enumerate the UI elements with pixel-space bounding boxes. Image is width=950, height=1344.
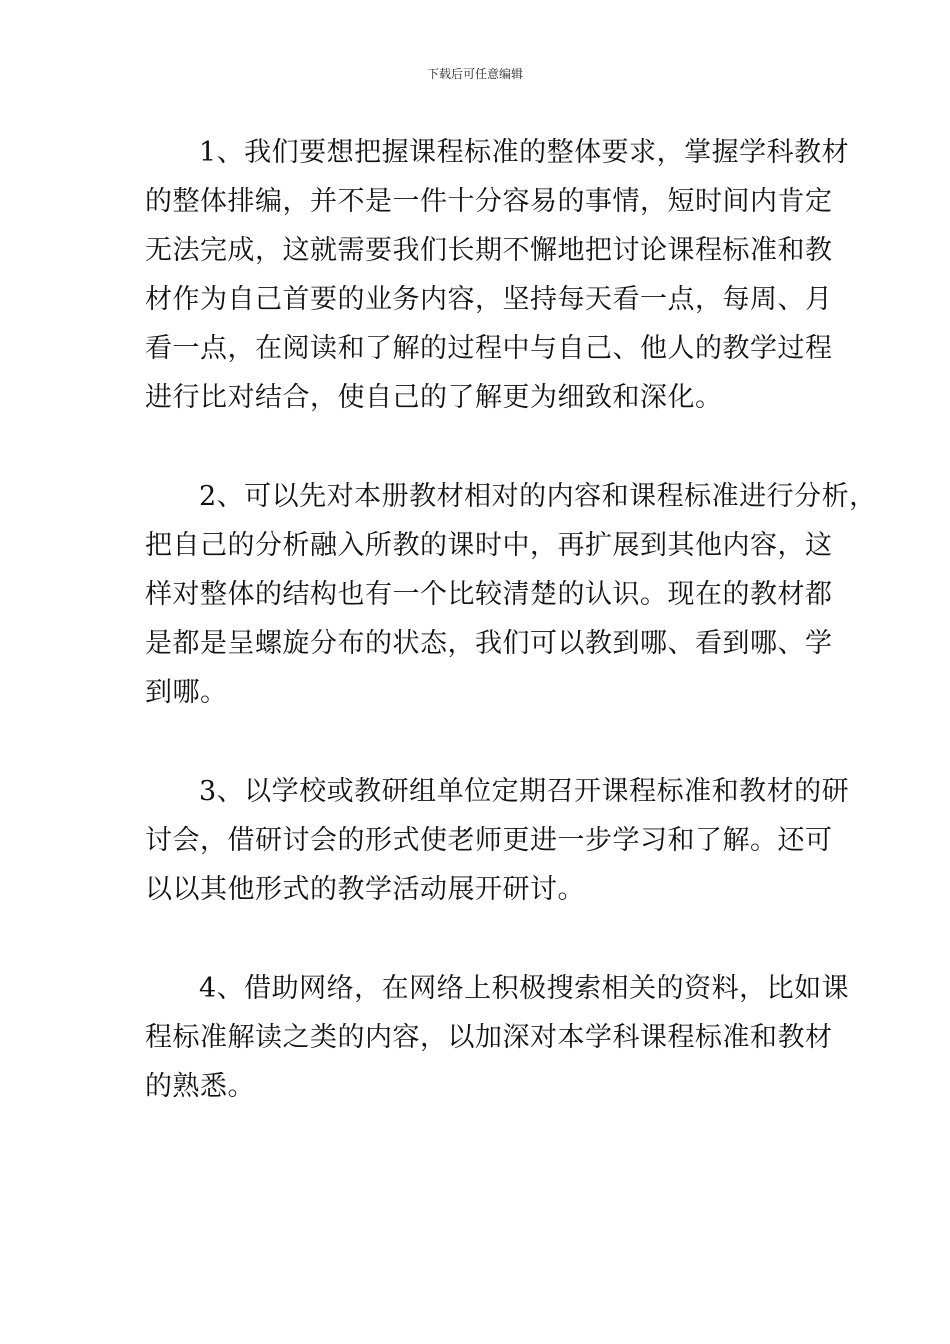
paragraph-3 bbox=[145, 767, 850, 914]
paragraph-line: 看一点，在阅读和了解的过程中与自己、他人的教学过程 bbox=[145, 333, 833, 364]
paragraph-line: 3、以学校或教研组单位定期召开课程标准和教材的研 bbox=[199, 776, 850, 807]
paragraph-line: 进行比对结合，使自己的了解更为细致和深化。 bbox=[145, 382, 723, 413]
paragraph-line: 程标准解读之类的内容，以加深对本学科课程标准和教材 bbox=[145, 1022, 833, 1053]
paragraph-line: 样对整体的结构也有一个比较清楚的认识。现在的教材都 bbox=[145, 579, 833, 610]
header-note: 下载后可任意编辑 bbox=[426, 67, 523, 81]
paragraph-line: 把自己的分析融入所教的课时中，再扩展到其他内容，这 bbox=[145, 530, 833, 561]
paragraph-1 bbox=[145, 128, 850, 422]
paragraph-4 bbox=[145, 964, 850, 1111]
paragraph-line: 是都是呈螺旋分布的状态，我们可以教到哪、看到哪、学 bbox=[145, 628, 833, 659]
paragraph-line: 4、借助网络，在网络上积极搜索相关的资料，比如课 bbox=[199, 973, 850, 1004]
paragraph-2 bbox=[145, 472, 877, 717]
paragraph-line: 2、可以先对本册教材相对的内容和课程标准进行分析， bbox=[199, 481, 877, 512]
document-body bbox=[145, 128, 877, 1111]
paragraph-line: 讨会，借研讨会的形式使老师更进一步学习和了解。还可 bbox=[145, 825, 833, 856]
paragraph-line: 1、我们要想把握课程标准的整体要求，掌握学科教材 bbox=[199, 137, 850, 168]
paragraph-line: 的熟悉。 bbox=[145, 1071, 255, 1102]
paragraph-line: 的整体排编，并不是一件十分容易的事情，短时间内肯定 bbox=[145, 186, 833, 217]
paragraph-line: 无法完成，这就需要我们长期不懈地把讨论课程标准和教 bbox=[145, 235, 833, 266]
paragraph-line: 到哪。 bbox=[145, 677, 228, 708]
paragraph-line: 材作为自己首要的业务内容，坚持每天看一点，每周、月 bbox=[145, 284, 833, 315]
paragraph-line: 以以其他形式的教学活动展开研讨。 bbox=[145, 874, 585, 905]
